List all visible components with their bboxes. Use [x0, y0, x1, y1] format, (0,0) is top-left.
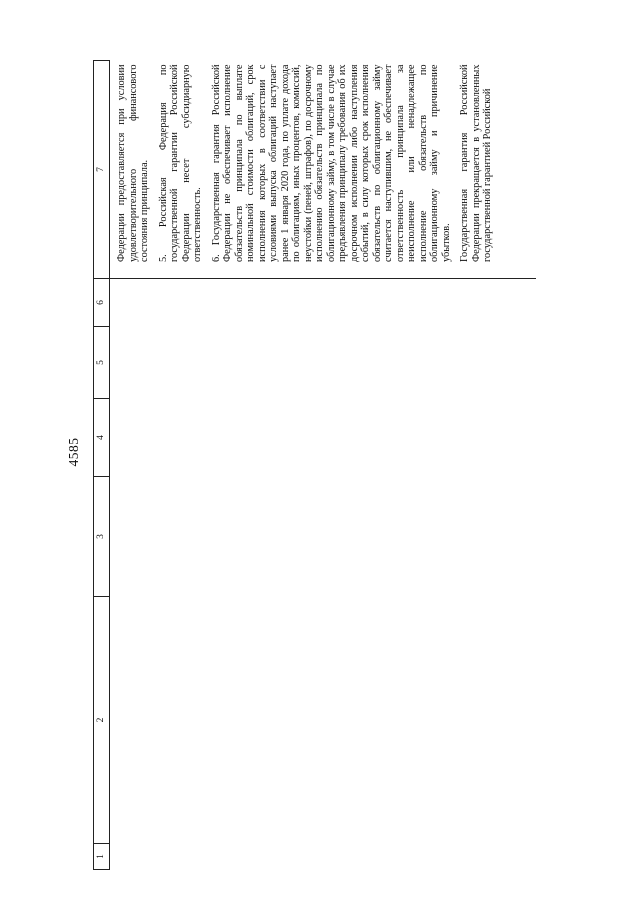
table-cell-4: [110, 399, 537, 477]
rotated-page: [60, 34, 580, 870]
column-number-1: 1: [94, 844, 110, 870]
column-number-6: 6: [94, 279, 110, 327]
column-number-7: 7: [94, 61, 110, 279]
document-table: [93, 60, 536, 870]
paragraph: Федерации предоставляется при условии удовлетворительного финансового состояния принципала.: [116, 64, 150, 262]
table-cell-1: [110, 844, 537, 870]
column-number-2: 2: [94, 597, 110, 844]
paragraph: Государственная гарантия Российской Федерации прекращается в установленных государственной гарантией Российской: [459, 64, 493, 262]
paragraph: 5. Российская Федерация по государственной гарантии Российской Федерации несет субсидиарную ответственность.: [157, 64, 203, 262]
column-number-4: 4: [94, 399, 110, 477]
page-number: 4585: [66, 437, 81, 467]
table-cell-7: [110, 61, 537, 279]
table-cell-6: [110, 279, 537, 327]
table-cell-3: [110, 477, 537, 597]
table-body-row: [110, 61, 537, 870]
table-cell-5: [110, 327, 537, 399]
table-header-row: [94, 61, 110, 870]
column-number-3: 3: [94, 477, 110, 597]
column-number-5: 5: [94, 327, 110, 399]
table-cell-2: [110, 597, 537, 844]
paragraph: 6. Государственная гарантия Российской Федерации не обеспечивает исполнение обязательств принципала по выплате номинальной стоимости облигаций, срок исполнения которых в соответствии с условиями выпуска облигаций наступает ранее 1 января 2020 года, по уплате дохода по облигациям, иных процентов, комиссий, неустойки (пеней, штрафов), по досрочному исполнению обязательств принципала по облигационному займу, в том числе в случае предъявления принципалу требования об их досрочном исполнении либо наступления событий, в силу которых срок исполнения обязательств по облигационному займу считается наступившим, не обеспечивает ответственность принципала за неисполнение или ненадлежащее исполнение обязательств по облигационному займу и причинение убытков.: [210, 64, 452, 262]
